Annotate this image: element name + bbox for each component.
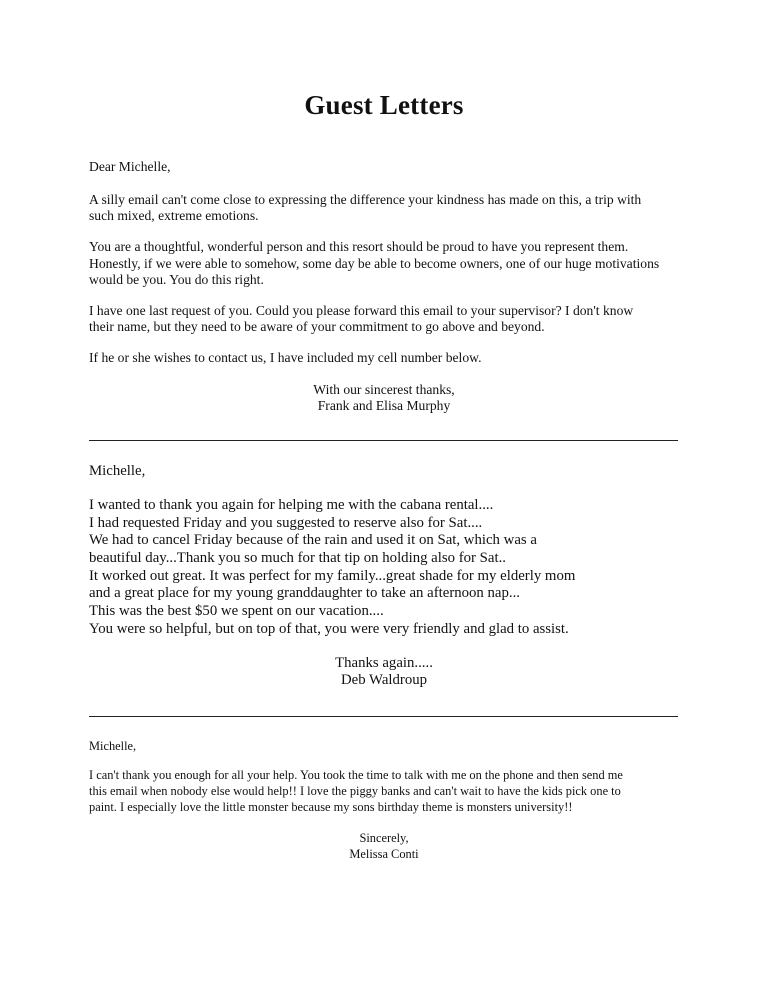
- letter-line: Honestly, if we were able to somehow, some day be able to become owners, one of our huge motivations: [89, 256, 660, 271]
- letter-line: A silly email can't come close to expressing the difference your kindness has made on this, a trip with: [89, 192, 642, 207]
- letter-line: We had to cancel Friday because of the rain and used it on Sat, which was a: [89, 532, 537, 548]
- letter-salutation: Dear Michelle,: [89, 159, 171, 174]
- letter-line: This was the best $50 we spent on our vacation....: [89, 603, 384, 619]
- letter-line: I wanted to thank you again for helping me with the cabana rental....: [89, 497, 494, 513]
- letter-salutation: Michelle,: [89, 739, 137, 753]
- page-title: Guest Letters: [304, 90, 464, 120]
- letter-closing: Sincerely,: [359, 831, 409, 845]
- letter-line: I had requested Friday and you suggested to reserve also for Sat....: [89, 515, 483, 531]
- letter-line: If he or she wishes to contact us, I have included my cell number below.: [89, 350, 482, 365]
- letter-signature: Deb Waldroup: [340, 672, 428, 688]
- letter-line: such mixed, extreme emotions.: [89, 208, 259, 223]
- letter-line: I can't thank you enough for all your help. You took the time to talk with me on the phone and then send me: [89, 768, 623, 782]
- letter-closing: With our sincerest thanks,: [313, 382, 455, 397]
- letter-line: It worked out great. It was perfect for my family...great shade for my elderly mom: [89, 568, 576, 584]
- letter-line: You were so helpful, but on top of that, you were very friendly and glad to assist.: [89, 621, 569, 637]
- letter-line: paint. I especially love the little monster because my sons birthday theme is monsters university!!: [89, 800, 573, 814]
- letter-line: their name, but they need to be aware of your commitment to go above and beyond.: [89, 319, 545, 334]
- letter-line: You are a thoughtful, wonderful person and this resort should be proud to have you represent them.: [89, 239, 629, 254]
- letter-line: beautiful day...Thank you so much for that tip on holding also for Sat..: [89, 550, 506, 566]
- section-divider: [89, 440, 678, 441]
- letter-signature: Frank and Elisa Murphy: [317, 398, 451, 413]
- letter-line: I have one last request of you. Could you please forward this email to your supervisor? I don't know: [89, 303, 634, 318]
- letter-salutation: Michelle,: [89, 463, 146, 479]
- letter-closing: Thanks again.....: [335, 655, 433, 671]
- section-divider: [89, 716, 678, 717]
- letter-line: would be you. You do this right.: [89, 272, 264, 287]
- letter-line: and a great place for my young granddaughter to take an afternoon nap...: [89, 585, 520, 601]
- letter-signature: Melissa Conti: [349, 847, 419, 861]
- letter-line: this email when nobody else would help!! I love the piggy banks and can't wait to have the kids pick one to: [89, 784, 621, 798]
